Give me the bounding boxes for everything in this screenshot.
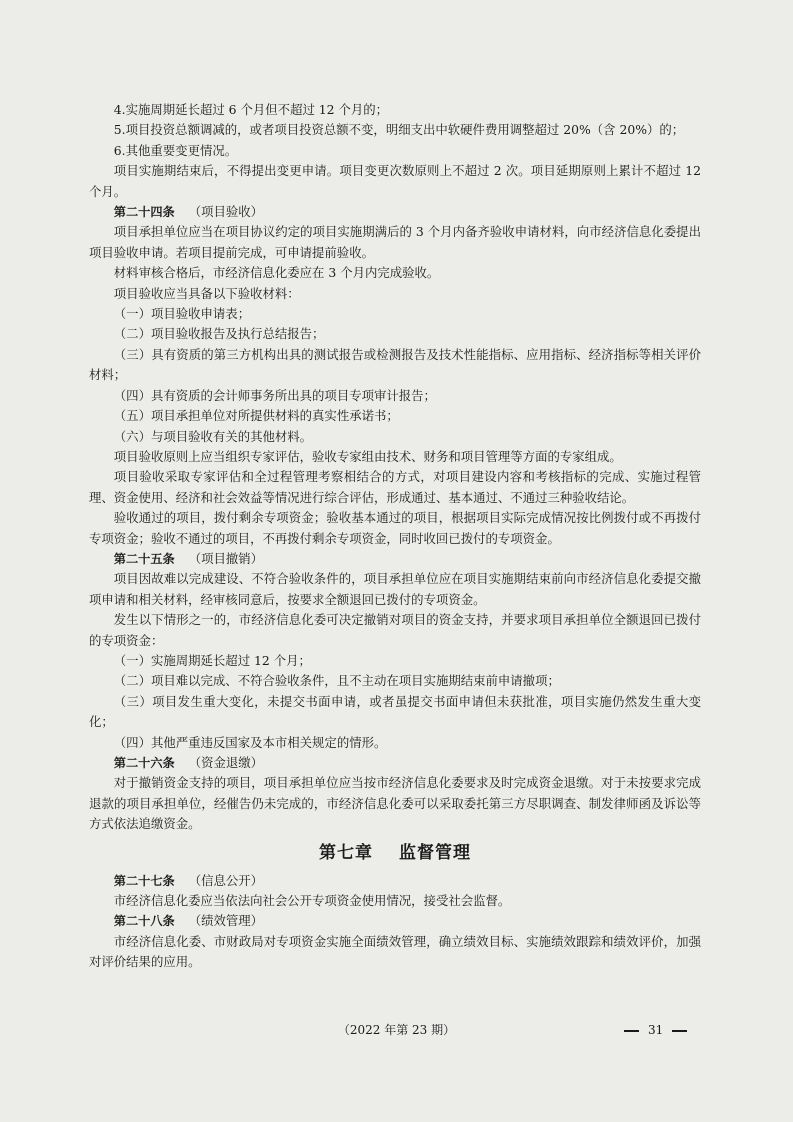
page-number [624,1022,687,1038]
chapter-number: 第七章 [319,842,373,863]
paragraph: 项目验收应当具备以下验收材料： [113,285,300,301]
list-item: （六）与项目验收有关的其他材料。 [113,428,313,444]
list-item: （二）项目难以完成、不符合验收条件，且不主动在项目实施期结束前申请撤项； [113,673,560,689]
issue-label: （2022 年第 23 期） [337,1023,456,1037]
list-item: （三）项目发生重大变化，未提交书面申请，或者虽提交书面申请但未获批准，项目实施仍然发生重大变化； [89,693,701,730]
paragraph: 项目实施期结束后，不得提出变更申请。项目变更次数原则上不超过 2 次。项目延期原则上累计不超过 12 个月。 [89,163,701,199]
dash-decoration [624,1030,639,1032]
paragraph: 验收通过的项目，拨付剩余专项资金；验收基本通过的项目，根据项目实际完成情况按比例拨付或不再拨付专项资金；验收不通过的项目，不再拨付剩余专项资金，同时收回已拨付的专项资金。 [89,510,701,546]
article-number: 第二十五条 [113,551,175,566]
paragraph: 市经济信息化委应当依法向社会公开专项资金使用情况，接受社会监督。 [113,893,511,909]
paragraph: 项目因故难以完成建设、不符合验收条件的，项目承担单位应在项目实施期结束前向市经济信息化委提交撤项申请和相关材料，经审核同意后，按要求全额退回已拨付的专项资金。 [89,571,701,607]
page-number-value: 31 [648,1023,664,1037]
article-heading-25 [89,549,701,569]
article-number: 第二十四条 [113,205,175,220]
article-heading-24 [89,202,701,222]
paragraph: 4.实施周期延长超过 6 个月但不超过 12 个月的； [113,102,389,117]
article-number: 第二十六条 [113,756,175,770]
article-heading-26 [89,753,701,773]
article-heading-28 [89,911,701,931]
chapter-heading [89,841,701,865]
list-item: （三）具有资质的第三方机构出具的测试报告或检测报告及技术性能指标、应用指标、经济指标等相关评价材料； [89,346,701,383]
article-number: 第二十七条 [113,873,175,888]
article-title: （项目验收） [188,204,264,220]
article-title: （项目撤销） [188,550,264,566]
paragraph: 发生以下情形之一的，市经济信息化委可决定撤销对项目的资金支持，并要求项目承担单位全额退回已拨付的专项资金： [89,612,701,648]
list-item: （二）项目验收报告及执行总结报告； [113,326,325,342]
list-item: （一）实施周期延长超过 12 个月； [113,652,311,668]
list-item: （一）项目验收申请表； [113,306,251,322]
paragraph: 5.项目投资总额调减的，或者项目投资总额不变，明细支出中软硬件费用调整超过 20%（含 20%）的； [113,122,685,138]
article-title: （绩效管理） [188,913,264,929]
paragraph: 对于撤销资金支持的项目，项目承担单位应当按市经济信息化委要求及时完成资金退缴。对于未按要求完成退款的项目承担单位，经催告仍未完成的，市经济信息化委可以采取委托第三方尽职调查、制发律师函及诉讼等方式依法追缴资金。 [89,775,701,832]
article-title: （资金退缴） [188,755,264,770]
article-heading-27 [89,871,701,891]
document-body [89,100,701,973]
list-item: （四）其他严重违反国家及本市相关规定的情形。 [113,734,387,750]
article-title: （信息公开） [188,872,264,888]
paragraph: 材料审核合格后，市经济信息化委应在 3 个月内完成验收。 [113,265,440,281]
chapter-title: 监督管理 [399,842,471,863]
paragraph: 项目验收采取专家评估和全过程管理考察相结合的方式，对项目建设内容和考核指标的完成、实施过程管理、资金使用、经济和社会效益等情况进行综合评估，形成通过、基本通过、不通过三种验收结论。 [89,469,701,505]
list-item: （四）具有资质的会计师事务所出具的项目专项审计报告； [113,387,436,403]
paragraph: 6.其他重要变更情况。 [113,142,238,158]
dash-decoration [672,1030,687,1032]
paragraph: 项目承担单位应当在项目协议约定的项目实施期满后的 3 个月内备齐验收申请材料，向市经济信息化委提出项目验收申请。若项目提前完成，可申请提前验收。 [89,224,701,260]
article-number: 第二十八条 [113,914,175,929]
list-item: （五）项目承担单位对所提供材料的真实性承诺书； [113,408,399,424]
paragraph: 项目验收原则上应当组织专家评估，验收专家组由技术、财务和项目管理等方面的专家组成。 [113,448,622,464]
paragraph: 市经济信息化委、市财政局对专项资金实施全面绩效管理，确立绩效目标、实施绩效跟踪和绩效评价，加强对评价结果的应用。 [89,933,701,970]
